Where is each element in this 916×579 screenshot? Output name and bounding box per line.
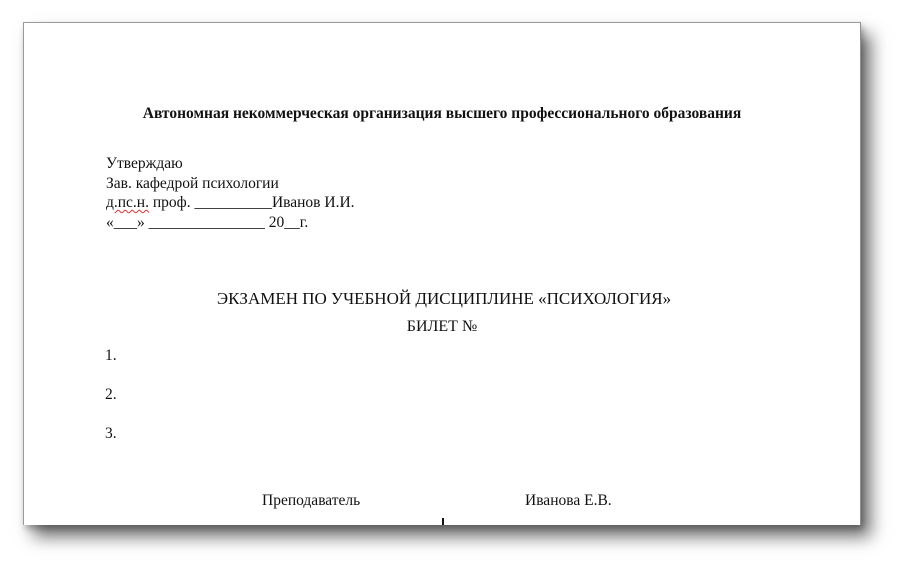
question-item-2: 2.	[105, 386, 117, 403]
signature-line: проф. __________Иванов И.И.	[148, 194, 355, 211]
question-list	[105, 347, 117, 464]
teacher-label: Преподаватель	[262, 492, 361, 509]
question-item-1: 1.	[105, 347, 117, 364]
approval-line-approve: Утверждаю	[106, 155, 183, 172]
degree-abbreviation: д.пс.н.	[106, 194, 149, 211]
document-page	[23, 22, 861, 525]
approval-block	[106, 154, 355, 232]
approval-line-date: «___» _______________ 20__г.	[106, 213, 309, 231]
exam-title: ЭКЗАМЕН ПО УЧЕБНОЙ ДИСЦИПЛИНЕ «ПСИХОЛОГИЯ»	[216, 289, 672, 308]
organization-name: Автономная некоммерческая организация высшего профессионального образования	[142, 105, 742, 122]
question-item-3: 3.	[105, 425, 117, 442]
approval-line-signature	[106, 193, 355, 213]
teacher-name: Иванова Е.В.	[525, 492, 612, 509]
approval-line-head: Зав. кафедрой психологии	[106, 174, 279, 192]
ticket-label: БИЛЕТ №	[406, 318, 478, 335]
text-cursor	[442, 518, 444, 525]
